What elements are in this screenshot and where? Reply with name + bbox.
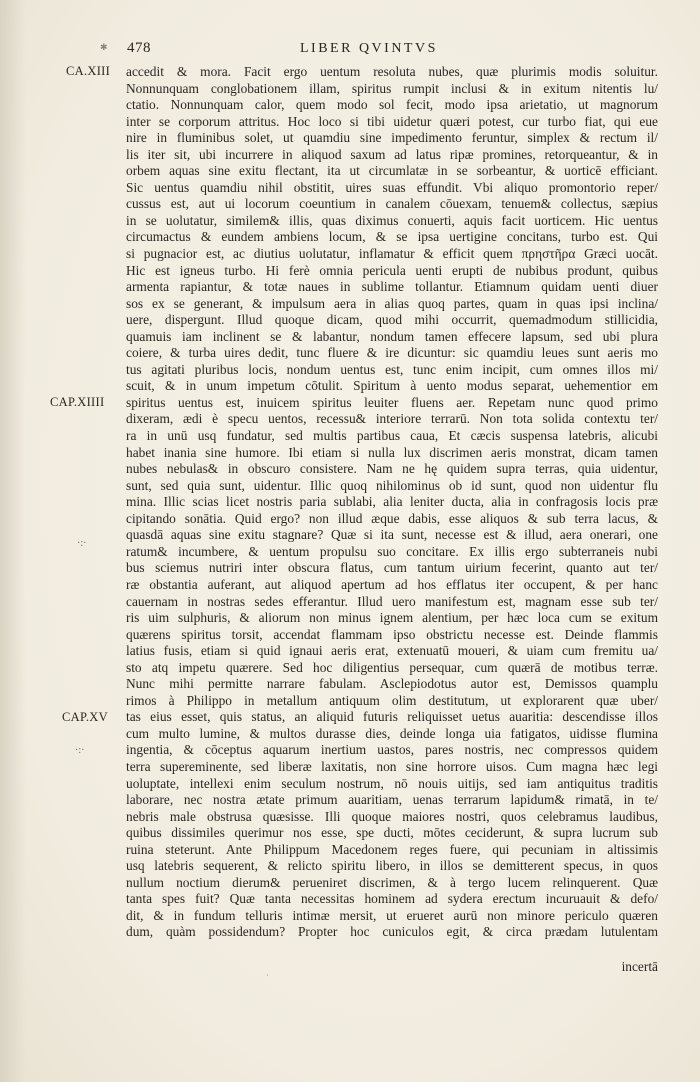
text-line: spiritus uentus est, inuicem spiritus leuiter fluens aer. Repetam nunc quod primo <box>126 394 658 410</box>
page-number: 478 <box>127 40 151 56</box>
text-line: quibus dissimiles querimur nos esse, spe ducti, mōtes ceciderunt, & supra lucrum sub <box>126 825 658 841</box>
text-line: cauernam in nostras sedes efferantur. Illud uero manifestum est, magnam esse sub ter/ <box>126 593 658 609</box>
text-line: cipitando sonātia. Quid ergo? non illud æque dabis, esse aliquos & sub terra lacus, & <box>126 510 658 526</box>
chapter-marker-14: CAP.XIIII <box>50 395 105 409</box>
asterisk-mark-icon: ✱ <box>100 42 108 52</box>
text-line: bus sciemus nutriri inter obscura flatus, cum tantum uirium fecerint, quanto aut ter/ <box>126 560 658 576</box>
text-line: cussus est, aut ui locorum coeuntium in canalem cōuexam, tenuem& collectus, sæpius <box>126 196 658 212</box>
text-line: quasdā aquas sine exitu stagnare? Quæ si ita sunt, necesse est & illud, aera onerari, one <box>126 527 658 543</box>
text-line: ræ obstantia auferant, aut aliquod apertum ad hos efflatus iter occupent, & per hanc <box>126 576 658 592</box>
text-line: ingentia, & cōceptus aquarum inertium uastos, pares nostris, nec compressos quidem <box>126 742 658 758</box>
text-line: dit, & in fundum telluris intimæ mersit, ut erueret aurū non minore periculo quæren <box>126 907 658 923</box>
text-line: coiere, & turba uires dedit, tunc fluere & ire dicuntur: sic quamdiu leues sunt aeris mo <box>126 345 658 361</box>
text-line: sos ex se generant, & impulsum aera in alias quoq partes, quam in quas ipsi inclina/ <box>126 295 658 311</box>
text-line: lis iter sit, ubi incurrere in aliquod saxum ad latus ripæ promines, retorqueantur, & in <box>126 146 658 162</box>
page-header <box>0 40 700 60</box>
text-line: uoluptate, intellexi enim seculum nostrum, nō nouis uitijs, sed iam antiquitus traditis <box>126 775 658 791</box>
text-line: Hic est igneus turbo. Hi ferè omnia pericula uenti erupti de nubibus produnt, quibus <box>126 262 658 278</box>
text-block <box>126 64 658 958</box>
text-line: orbem aquas sine exitu flectant, ita ut circumlatæ in se sorbeantur, & uorticē efficiant. <box>126 163 658 179</box>
text-line: nire in fluminibus solet, ut quamdiu sine impedimento feruntur, simplex & rectum il/ <box>126 130 658 146</box>
text-line: tas eius esset, quis status, an aliquid futuris reliquisset uetus auaritia: descendisse illos <box>126 709 658 725</box>
catchword: incertā <box>621 959 658 974</box>
text-line: nubes nebulas& in obscuro consistere. Nam ne hę quidem supra terras, quia uidentur, <box>126 461 658 477</box>
text-line: sunt, sed quia sunt, uidentur. Illic quoq nihilominus ob id sunt, quod non uidentur flu <box>126 477 658 493</box>
text-line: si pugnacior est, ac diutius uolutatur, inflamatur & efficit quem πρηστῆρα Græci uocāt. <box>126 246 658 262</box>
text-line: terra supereminente, sed liberæ laxitatis, non sine horrore uisos. Cum magna hæc legi <box>126 758 658 774</box>
text-line: dixeram, ædi è specu uentos, recessu& interiore terrarū. Non tota solida contextu ter/ <box>126 411 658 427</box>
text-line: Nonnunquam conglobationem illam, spiritus rumpit inclusi & in exitum nitentis lu/ <box>126 80 658 96</box>
text-line: latius fusis, etiam si quid ignaui aeris erat, extenuatū moueri, & uiam cum fremitu ua/ <box>126 643 658 659</box>
text-line: ra in unū usq fundatur, sed multis partibus caua, Et cæcis suspensa latebris, alicubi <box>126 428 658 444</box>
text-line: ctatio. Nonnunquam calor, quem modo sol fecit, modo ipsa arietatio, ut magnorum <box>126 97 658 113</box>
text-line <box>126 941 658 958</box>
text-line: inter se corporum attritus. Hoc loco si tibi uidetur quæri potest, cur turbo fiat, qui eue <box>126 113 658 129</box>
text-line: habet inania sine humore. Ibi etiam si nulla lux discrimen aeris monstrat, dicam tamen <box>126 444 658 460</box>
text-line: uere, dispergunt. Illud quoque dicam, quod mihi occurrit, quemadmodum stillicidia, <box>126 312 658 328</box>
text-line: sto atq impetu quærere. Sed hoc diligentius persequar, cum quærā de motibus terræ. <box>126 659 658 675</box>
text-line: quamuis iam inclinent se & labantur, nondum tamen effecere lapsum, sed ubi plura <box>126 328 658 344</box>
text-line: nullum noctium dierum& perueniret discrimen, & à tergo lucem relinquerent. Quæ <box>126 874 658 890</box>
text-line: ruina steterunt. Ante Philippum Macedonem reges fuere, qui pecuniam in altissimis <box>126 841 658 857</box>
text-line: nebris male obstrusa quæsisse. Illi quoque maiores nostri, quos celebramus laudibus, <box>126 808 658 824</box>
text-line: tus agitati pluribus locis, nondum uentus est, tunc enim incipit, cum omnes illos mi/ <box>126 361 658 377</box>
text-line: quærens spiritus torsit, accendat flammam ipso obstrictu necesse est. Deinde flammis <box>126 626 658 642</box>
text-line: ratum& incumbere, & uentum propulsu suo concitare. Ex illis ergo subterraneis nubi <box>126 543 658 559</box>
text-line: in se uolutatur, similem& illis, quas diximus conuerti, aquis facit uorticem. Hic uentus <box>126 212 658 228</box>
chapter-marker-15: CAP.XV <box>62 710 108 724</box>
page-speck-icon: · <box>266 971 269 980</box>
text-line: dum, quàm possidendum? Propter hoc cuniculos egit, & circa prædam lutulentam <box>126 924 658 940</box>
text-line: tanta spes fuit? Quæ tanta necessitas hominem ad sydera erectum incuruauit & defo/ <box>126 891 658 907</box>
text-line: usq latebris sequerent, & relicto spiritu libero, in illos se demitterent specus, in quos <box>126 858 658 874</box>
text-line: armenta rapiantur, & totæ naues in sublime tollantur. Etiamnum quidam uenti diuer <box>126 279 658 295</box>
text-line: scuit, & in unum impetum cōtulit. Spiritum à uento modus separat, uehementior em <box>126 378 658 394</box>
text-line: mina. Illic scias licet nostris paria sublabi, alia leniter ducta, alia in confragosis locis præ <box>126 494 658 510</box>
chapter-marker-13: CA.XIII <box>66 64 111 78</box>
running-title: LIBER QVINTVS <box>300 41 438 56</box>
text-line: ris uim sulphuris, & aliorum non minus ignem alentium, per hæc loca cum se exitum <box>126 610 658 626</box>
text-line: rimos à Philippo in metallum antiquum olim destitutum, ut explorarent quæ uber/ <box>126 692 658 708</box>
margin-dot-mark-icon: ·:· <box>75 745 85 756</box>
margin-dot-mark-icon: ·:· <box>77 538 87 549</box>
text-line: Sic uentus quamdiu nihil obstitit, uires suas effundit. Vbi aliquo promontorio reper/ <box>126 179 658 195</box>
binding-shadow <box>0 0 26 1082</box>
text-line: accedit & mora. Facit ergo uentum resoluta nubes, quæ plurimis modis soluitur. <box>126 64 658 79</box>
text-line: cum multo lumine, & multos durasse dies, deinde longa uia fatigatos, uidisse flumina <box>126 725 658 741</box>
text-line: circumactus & eundem ambiens locum, & se ipsa uertigine concitans, turbo est. Qui <box>126 229 658 245</box>
text-line: laborare, nec nostra ætate primum auaritiam, uenas terrarum lapidum& rimatā, in te/ <box>126 792 658 808</box>
text-line: Nunc mihi permitte narrare fabulam. Asclepiodotus autor est, Demissos quamplu <box>126 676 658 692</box>
